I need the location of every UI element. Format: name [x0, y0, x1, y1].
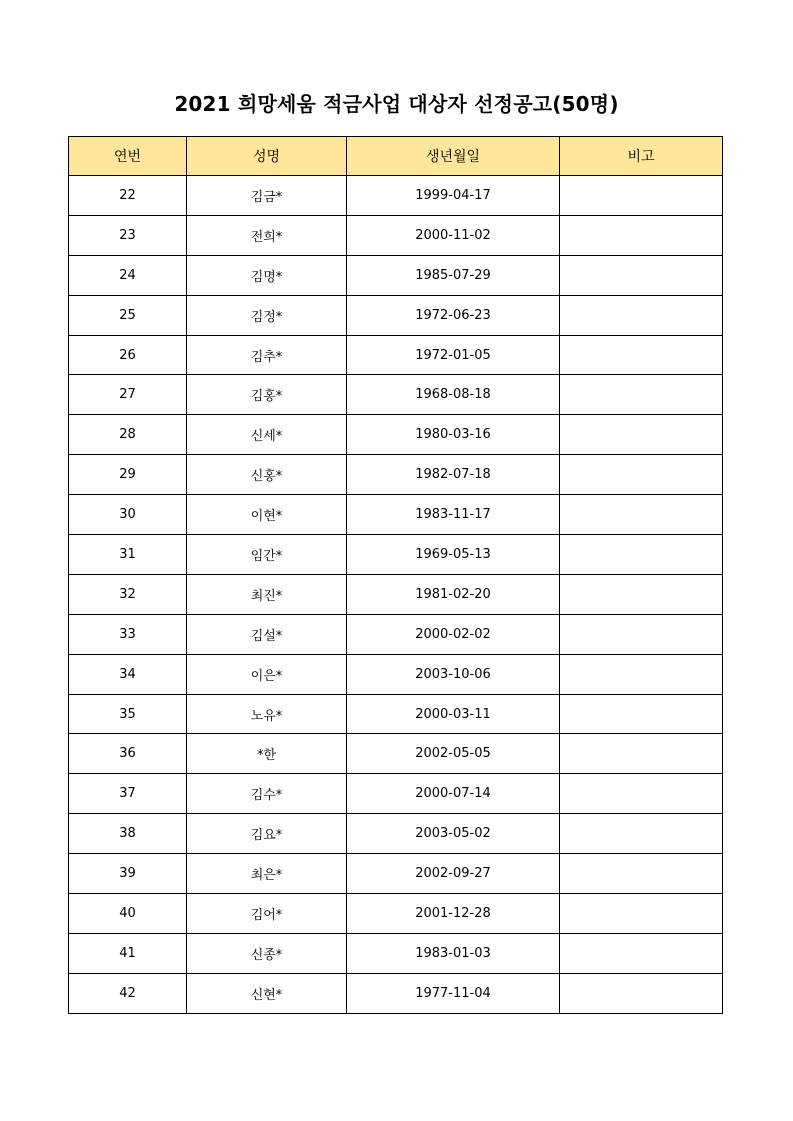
header-birth-date: 생년월일	[347, 137, 560, 176]
table-row	[69, 654, 723, 694]
cell-remarks	[560, 814, 723, 854]
cell-name: 이은*	[187, 654, 347, 694]
cell-name: 신종*	[187, 933, 347, 973]
cell-serial-number: 29	[69, 455, 187, 495]
cell-remarks	[560, 894, 723, 934]
table-row	[69, 694, 723, 734]
cell-birth-date: 1999-04-17	[347, 176, 560, 216]
table-row	[69, 295, 723, 335]
cell-serial-number: 22	[69, 176, 187, 216]
cell-birth-date: 1972-06-23	[347, 295, 560, 335]
table-row	[69, 455, 723, 495]
table-row	[69, 933, 723, 973]
cell-serial-number: 25	[69, 295, 187, 335]
cell-serial-number: 36	[69, 734, 187, 774]
cell-remarks	[560, 973, 723, 1013]
cell-serial-number: 32	[69, 574, 187, 614]
cell-birth-date: 1985-07-29	[347, 255, 560, 295]
cell-serial-number: 23	[69, 215, 187, 255]
cell-name: 김어*	[187, 894, 347, 934]
cell-name: 김정*	[187, 295, 347, 335]
table-row	[69, 854, 723, 894]
header-remarks: 비고	[560, 137, 723, 176]
cell-remarks	[560, 335, 723, 375]
cell-remarks	[560, 933, 723, 973]
cell-name: *한	[187, 734, 347, 774]
cell-serial-number: 34	[69, 654, 187, 694]
table-row	[69, 574, 723, 614]
cell-name: 김추*	[187, 335, 347, 375]
table-row	[69, 215, 723, 255]
cell-remarks	[560, 734, 723, 774]
cell-remarks	[560, 535, 723, 575]
table-row	[69, 495, 723, 535]
cell-name: 전희*	[187, 215, 347, 255]
cell-birth-date: 1983-11-17	[347, 495, 560, 535]
cell-name: 신홍*	[187, 455, 347, 495]
cell-birth-date: 1981-02-20	[347, 574, 560, 614]
cell-serial-number: 31	[69, 535, 187, 575]
table-row	[69, 335, 723, 375]
cell-name: 김요*	[187, 814, 347, 854]
cell-birth-date: 2003-10-06	[347, 654, 560, 694]
cell-name: 김명*	[187, 255, 347, 295]
cell-birth-date: 2001-12-28	[347, 894, 560, 934]
table-row	[69, 973, 723, 1013]
cell-serial-number: 27	[69, 375, 187, 415]
cell-name: 최진*	[187, 574, 347, 614]
cell-name: 노유*	[187, 694, 347, 734]
cell-serial-number: 38	[69, 814, 187, 854]
cell-remarks	[560, 255, 723, 295]
cell-name: 김설*	[187, 614, 347, 654]
cell-name: 이현*	[187, 495, 347, 535]
cell-name: 김수*	[187, 774, 347, 814]
cell-remarks	[560, 854, 723, 894]
cell-remarks	[560, 375, 723, 415]
cell-remarks	[560, 495, 723, 535]
table-row	[69, 535, 723, 575]
cell-birth-date: 2000-03-11	[347, 694, 560, 734]
table-row	[69, 774, 723, 814]
cell-remarks	[560, 415, 723, 455]
cell-remarks	[560, 574, 723, 614]
table-row	[69, 614, 723, 654]
cell-name: 최은*	[187, 854, 347, 894]
cell-name: 신세*	[187, 415, 347, 455]
cell-serial-number: 26	[69, 335, 187, 375]
table-row	[69, 894, 723, 934]
cell-birth-date: 2003-05-02	[347, 814, 560, 854]
header-name: 성명	[187, 137, 347, 176]
cell-serial-number: 24	[69, 255, 187, 295]
recipient-table	[68, 136, 723, 1014]
cell-name: 신현*	[187, 973, 347, 1013]
cell-remarks	[560, 614, 723, 654]
cell-name: 김금*	[187, 176, 347, 216]
cell-serial-number: 28	[69, 415, 187, 455]
cell-birth-date: 2002-09-27	[347, 854, 560, 894]
cell-remarks	[560, 295, 723, 335]
cell-remarks	[560, 455, 723, 495]
cell-birth-date: 1980-03-16	[347, 415, 560, 455]
cell-remarks	[560, 694, 723, 734]
cell-name: 임간*	[187, 535, 347, 575]
cell-birth-date: 1972-01-05	[347, 335, 560, 375]
cell-serial-number: 42	[69, 973, 187, 1013]
cell-remarks	[560, 654, 723, 694]
cell-serial-number: 33	[69, 614, 187, 654]
cell-birth-date: 1977-11-04	[347, 973, 560, 1013]
cell-serial-number: 35	[69, 694, 187, 734]
cell-remarks	[560, 774, 723, 814]
cell-serial-number: 39	[69, 854, 187, 894]
cell-birth-date: 1969-05-13	[347, 535, 560, 575]
cell-birth-date: 2000-07-14	[347, 774, 560, 814]
table-row	[69, 255, 723, 295]
table-body	[69, 176, 723, 1014]
cell-birth-date: 1968-08-18	[347, 375, 560, 415]
page-title: 2021 희망세움 적금사업 대상자 선정공고(50명)	[174, 92, 619, 116]
table-row	[69, 415, 723, 455]
cell-birth-date: 2000-11-02	[347, 215, 560, 255]
cell-birth-date: 1983-01-03	[347, 933, 560, 973]
cell-serial-number: 41	[69, 933, 187, 973]
cell-serial-number: 37	[69, 774, 187, 814]
cell-serial-number: 40	[69, 894, 187, 934]
table-row	[69, 176, 723, 216]
cell-remarks	[560, 176, 723, 216]
cell-serial-number: 30	[69, 495, 187, 535]
table-row	[69, 734, 723, 774]
cell-birth-date: 2002-05-05	[347, 734, 560, 774]
header-serial-number: 연번	[69, 137, 187, 176]
table-header-row	[69, 137, 723, 176]
table-row	[69, 814, 723, 854]
cell-remarks	[560, 215, 723, 255]
table-row	[69, 375, 723, 415]
cell-birth-date: 1982-07-18	[347, 455, 560, 495]
cell-birth-date: 2000-02-02	[347, 614, 560, 654]
cell-name: 김홍*	[187, 375, 347, 415]
